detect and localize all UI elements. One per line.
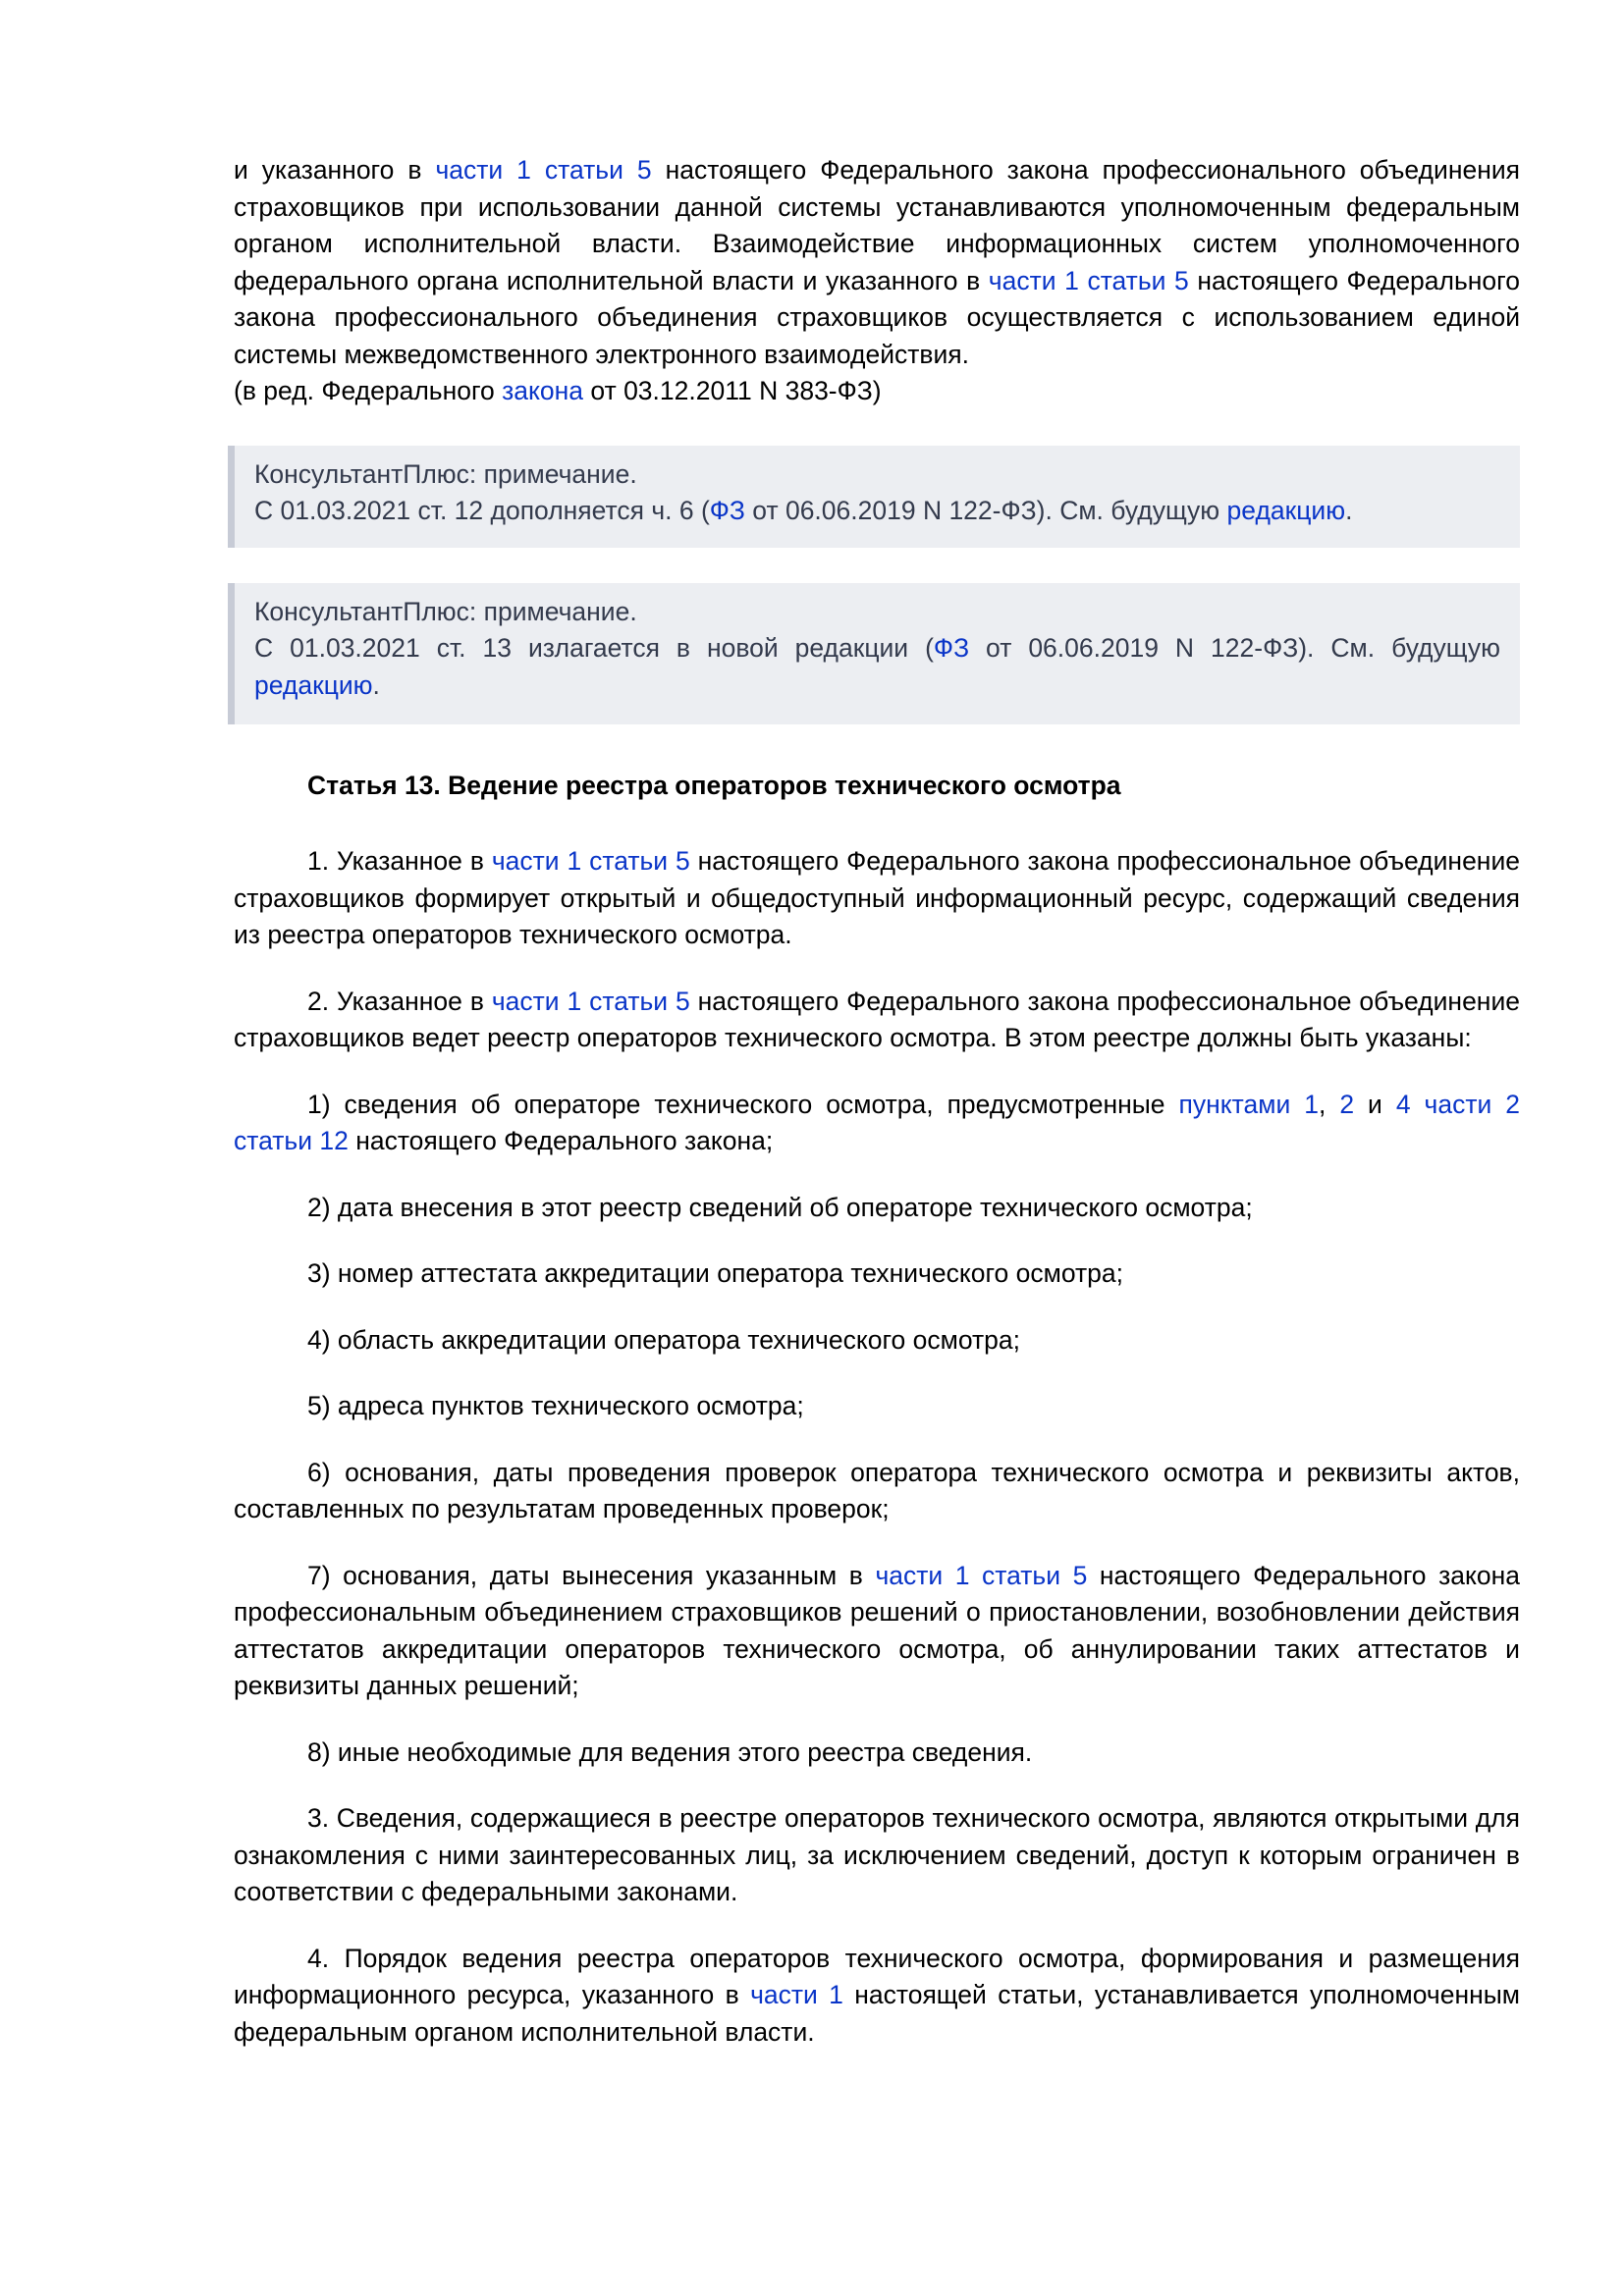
link-part1-article5[interactable]: части 1 статьи 5 <box>491 846 690 876</box>
note-title: КонсультантПлюс: примечание. <box>254 596 637 626</box>
text: . <box>372 669 380 700</box>
link-point-2[interactable]: 2 <box>1339 1089 1355 1119</box>
link-future-edition[interactable]: редакцию <box>1226 496 1346 525</box>
link-law[interactable]: закона <box>502 376 584 405</box>
link-fz[interactable]: ФЗ <box>933 633 970 663</box>
link-part1-article5[interactable]: части 1 статьи 5 <box>491 986 690 1016</box>
list-item-1 <box>234 1087 1520 1160</box>
note-title: КонсультантПлюс: примечание. <box>254 458 637 489</box>
text: настоящей статьи, устанавливается уполномоченным федеральным органом исполнительной власти. <box>234 1980 1520 2047</box>
text: настоящего Федерального закона профессиональным объединением страховщиков решений о приостановлении, возобновлении действия аттестатов аккредитации операторов технического осмотра, об аннулировании таких аттестатов и реквизиты данных решений; <box>234 1560 1520 1700</box>
text: от 06.06.2019 N 122-ФЗ). См. будущую <box>969 633 1500 663</box>
text: и <box>1354 1089 1396 1119</box>
link-point-4-part2-article12[interactable]: 4 части 2 статьи 12 <box>234 1089 1520 1155</box>
text: от 06.06.2019 N 122-ФЗ). См. будущую <box>744 496 1227 525</box>
link-part1-article5[interactable]: части 1 статьи 5 <box>988 265 1189 295</box>
paragraph-2 <box>234 984 1520 1057</box>
article-heading: Статья 13. Ведение реестра операторов технического осмотра <box>307 770 1121 800</box>
text: С 01.03.2021 ст. 12 дополняется ч. 6 ( <box>254 496 710 525</box>
paragraph-1 <box>234 843 1520 954</box>
note-text <box>254 630 1500 704</box>
link-part1-article5[interactable]: части 1 статьи 5 <box>875 1560 1088 1590</box>
text: , <box>1318 1089 1340 1119</box>
text: С 01.03.2021 ст. 13 излагается в новой редакции ( <box>254 633 934 663</box>
link-fz[interactable]: ФЗ <box>709 496 745 525</box>
consultant-note-1 <box>228 446 1520 548</box>
link-part1-article5[interactable]: части 1 статьи 5 <box>435 155 652 185</box>
list-item-4: 4) область аккредитации оператора технического осмотра; <box>307 1324 1020 1355</box>
list-item-7 <box>234 1558 1520 1705</box>
text: 4. Порядок ведения реестра операторов технического осмотра, формирования и размещения информационного ресурса, указанного в <box>234 1943 1520 2009</box>
note-text <box>254 493 1500 530</box>
paragraph-4 <box>234 1941 1520 2052</box>
paragraph-3: 3. Сведения, содержащиеся в реестре операторов технического осмотра, являются открытыми для ознакомления с ними заинтересованных лиц, за исключением сведений, доступ к которым ограничен в соответствии с федеральными законами. <box>234 1803 1520 1906</box>
text: 1. Указанное в <box>307 846 492 876</box>
link-part1[interactable]: части 1 <box>750 1980 843 2009</box>
text: настоящего Федерального закона профессиональное объединение страховщиков ведет реестр операторов технического осмотра. В этом реестре должны быть указаны: <box>234 986 1520 1052</box>
consultant-note-2 <box>228 583 1520 724</box>
list-item-8: 8) иные необходимые для ведения этого реестра сведения. <box>307 1736 1033 1767</box>
text: 2. Указанное в <box>307 986 492 1016</box>
text: настоящего Федерального закона профессионального объединения страховщиков осуществляется с использованием единой системы межведомственного электронного взаимодействия. <box>234 265 1520 369</box>
text: 1) сведения об операторе технического осмотра, предусмотренные <box>307 1089 1179 1119</box>
list-item-3: 3) номер аттестата аккредитации оператора технического осмотра; <box>307 1258 1123 1288</box>
list-item-6: 6) основания, даты проведения проверок оператора технического осмотра и реквизиты актов, составленных по результатам проведенных проверок; <box>234 1457 1520 1523</box>
text: (в ред. Федерального <box>234 376 503 405</box>
link-points-1[interactable]: пунктами 1 <box>1178 1089 1319 1119</box>
continuation-paragraph <box>234 152 1520 373</box>
document-page <box>234 152 1520 2051</box>
text: 7) основания, даты вынесения указанным в <box>307 1560 876 1590</box>
amendment-note <box>234 373 1520 410</box>
link-future-edition[interactable]: редакцию <box>254 669 373 700</box>
text: от 03.12.2011 N 383-ФЗ) <box>583 376 882 405</box>
text: . <box>1345 496 1353 525</box>
text: настоящего Федерального закона профессионального объединения страховщиков при использовании данной системы устанавливаются уполномоченным федеральным органом исполнительной власти. Взаимодействие информационных систем уполномоченного федерального органа исполнительной власти и указанного в <box>234 155 1520 295</box>
list-item-2: 2) дата внесения в этот реестр сведений об операторе технического осмотра; <box>307 1192 1253 1222</box>
text: настоящего Федерального закона; <box>348 1126 774 1155</box>
text: и указанного в <box>234 155 436 185</box>
list-item-5: 5) адреса пунктов технического осмотра; <box>307 1391 804 1420</box>
text: настоящего Федерального закона профессиональное объединение страховщиков формирует открытый и общедоступный информационный ресурс, содержащий сведения из реестра операторов технического осмотра. <box>234 846 1520 949</box>
